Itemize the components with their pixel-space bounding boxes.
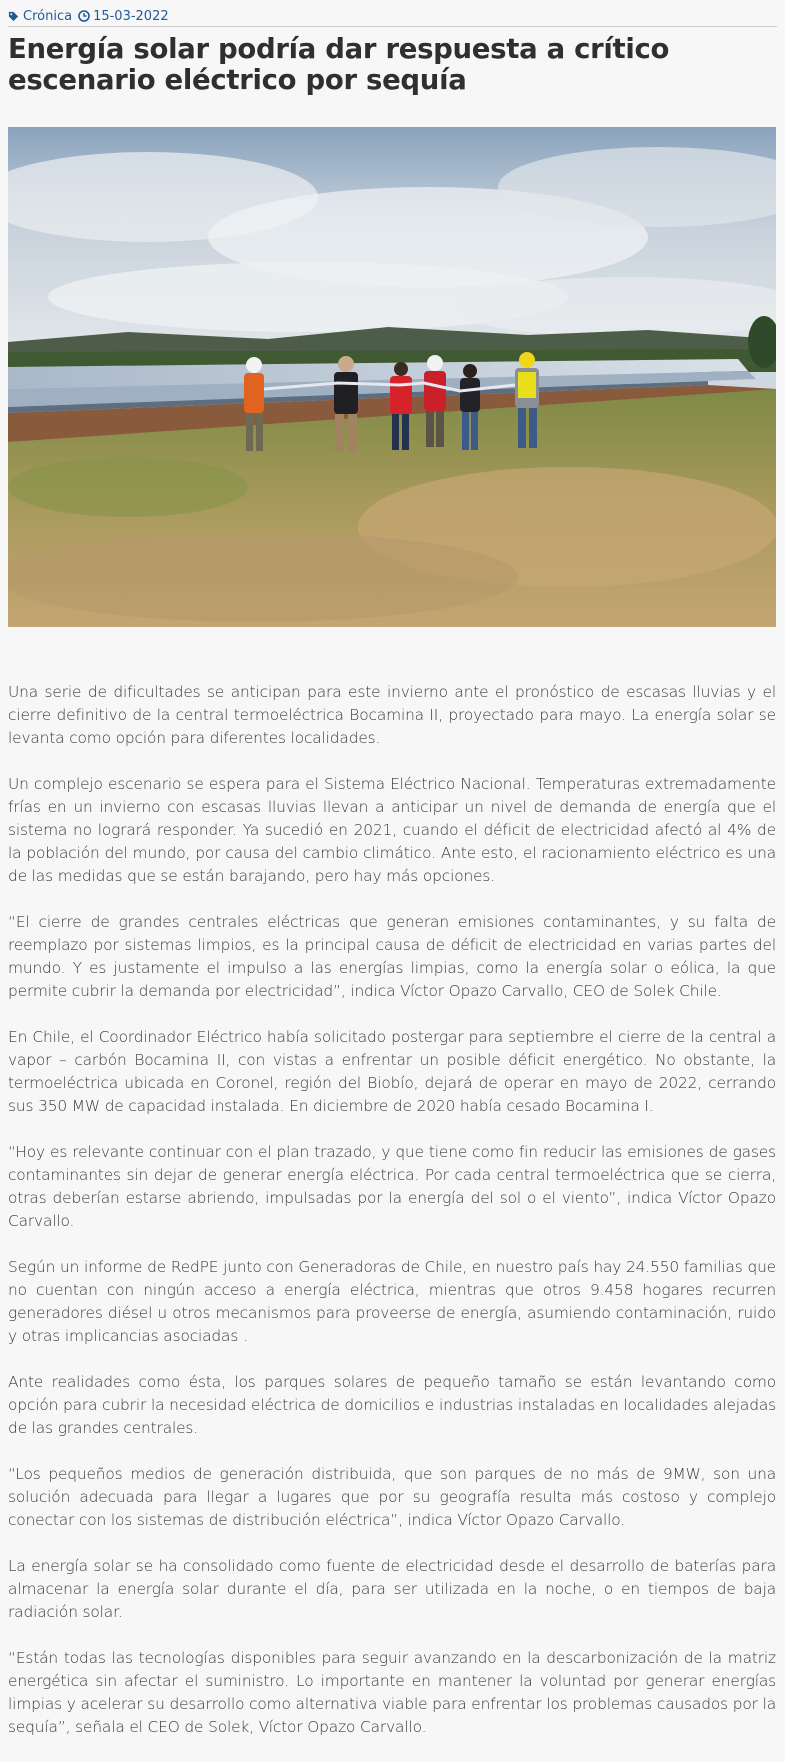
tag-icon [8, 11, 19, 22]
paragraph: “Hoy es relevante continuar con el plan trazado, y que tiene como fin reducir las emisiones de gases contaminantes sin dejar de generar energía eléctrica. Por cada central termoeléctrica que se cierra, otras deberían estarse abriendo, impulsadas por la energía del sol o el viento”, indica Víctor Opazo Carvallo. [8, 1143, 776, 1230]
paragraph: En Chile, el Coordinador Eléctrico había solicitado postergar para septiembre el cierre de la central a vapor – carbón Bocamina II, con vistas a enfrentar un posible déficit energético. No obstante, la termoeléctrica ubicada en Coronel, región del Biobío, dejará de operar en mayo de 2022, cerrando sus 350 MW de capacidad instalada. En diciembre de 2020 había cesado Bocamina I. [8, 1028, 776, 1115]
paragraph: La energía solar se ha consolidado como fuente de electricidad desde el desarrollo de baterías para almacenar la energía solar durante el día, para ser utilizada en la noche, o en tiempos de baja radiación solar. [8, 1557, 776, 1621]
article-body [8, 681, 776, 1762]
date-text: 15-03-2022 [93, 8, 169, 24]
paragraph: “El cierre de grandes centrales eléctricas que generan emisiones contaminantes, y su falta de reemplazo por sistemas limpios, es la principal causa de déficit de electricidad en varias partes del mundo. Y es justamente el impulso a las energías limpias, como la energía solar o eólica, la que permite cubrir la demanda por electricidad”, indica Víctor Opazo Carvallo, CEO de Solek Chile. [8, 913, 776, 1000]
article-photo [8, 127, 776, 627]
paragraph: “Los pequeños medios de generación distribuida, que son parques de no más de 9MW, son una solución adecuada para llegar a lugares que por su geografía resulta más costoso y complejo conectar con los sistemas de distribución eléctrica”, indica Víctor Opazo Carvallo. [8, 1465, 776, 1529]
paragraph: Según un informe de RedPE junto con Generadoras de Chile, en nuestro país hay 24.550 familias que no cuentan con ningún acceso a energía eléctrica, mientras que otros 9.458 hogares recurren generadores diésel u otros mecanismos para proveerse de energía, asumiendo contaminación, ruido y otras implicancias asociadas . [8, 1258, 776, 1345]
category-link[interactable]: Crónica [23, 8, 73, 24]
paragraph: Ante realidades como ésta, los parques solares de pequeño tamaño se están levantando como opción para cubrir la necesidad eléctrica de domicilios e industrias instaladas en localidades alejadas de las grandes centrales. [8, 1373, 776, 1437]
clock-icon [78, 10, 90, 22]
article-title: Energía solar podría dar respuesta a crítico escenario eléctrico por sequía [8, 33, 670, 96]
paragraph: “Están todas las tecnologías disponibles para seguir avanzando en la descarbonización de la matriz energética sin afectar el suministro. Lo importante en mantener la voluntad por generar energías limpias y acelerar su desarrollo como alternativa viable para enfrentar los problemas causados por la sequía”, señala el CEO de Solek, Víctor Opazo Carvallo. [8, 1649, 776, 1736]
article-meta [8, 6, 777, 27]
publish-date [78, 9, 169, 24]
paragraph: Una serie de dificultades se anticipan para este invierno ante el pronóstico de escasas lluvias y el cierre definitivo de la central termoeléctrica Bocamina II, proyectado para mayo. La energía solar se levanta como opción para diferentes localidades. [8, 683, 776, 747]
paragraph: Un complejo escenario se espera para el Sistema Eléctrico Nacional. Temperaturas extremadamente frías en un invierno con escasas lluvias llevan a anticipar un nivel de demanda de energía que el sistema no logrará responder. Ya sucedió en 2021, cuando el déficit de electricidad afectó al 4% de la población del mundo, por causa del cambio climático. Ante esto, el racionamiento eléctrico es una de las medidas que se están barajando, pero hay más opciones. [8, 775, 776, 885]
